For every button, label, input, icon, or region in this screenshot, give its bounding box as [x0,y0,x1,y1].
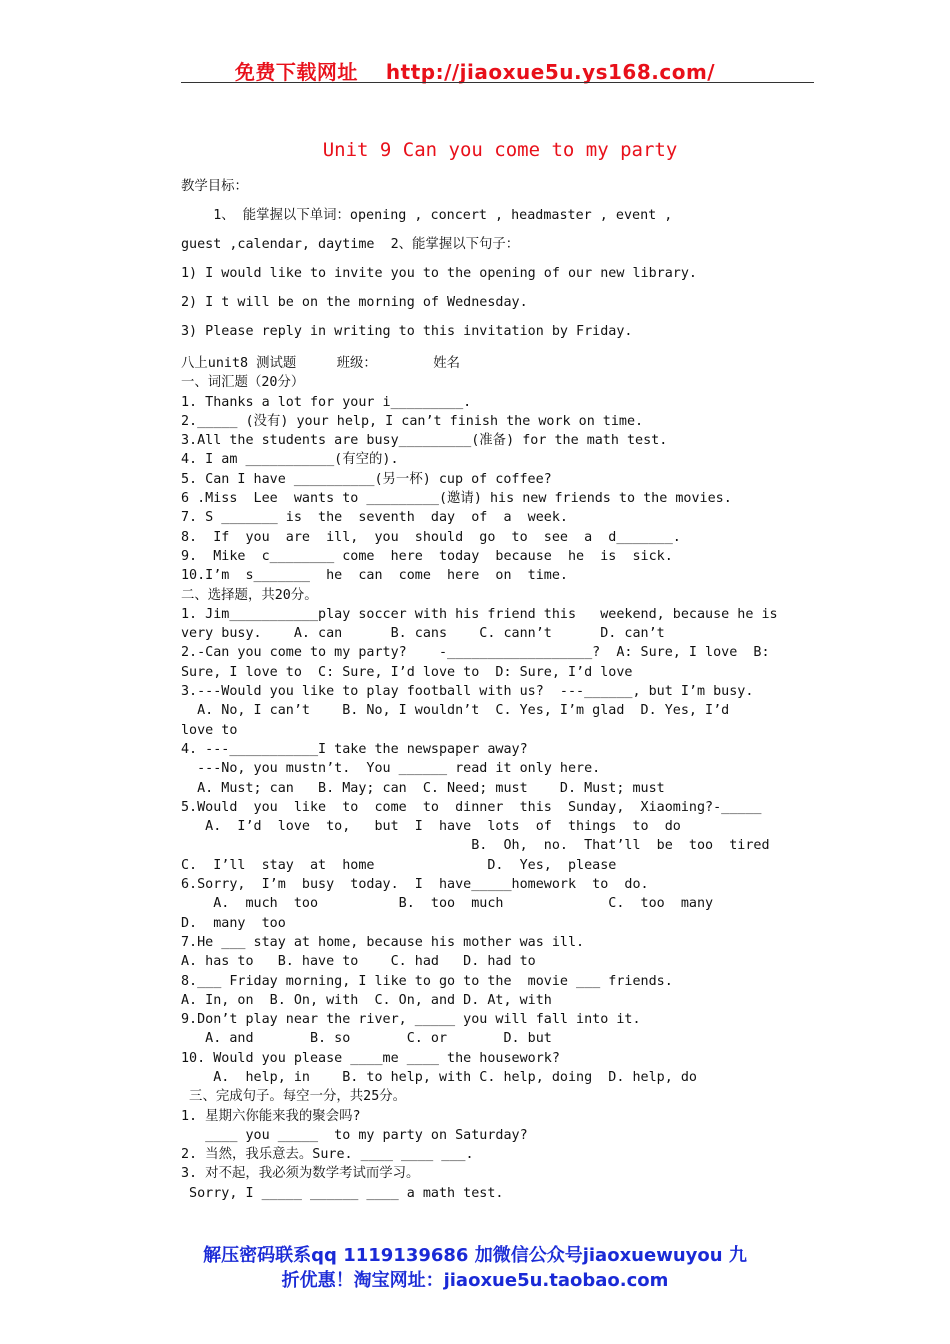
question-line: 9.Don’t play near the river, _____ you will fall into it. [181,1012,641,1028]
header-url[interactable]: http://jiaoxue5u.ys168.com/ [385,60,716,84]
header-label: 免费下载网址 [234,60,358,84]
question-line: ---No, you mustn’t. You ______ read it only here. [181,761,601,777]
header-download-link[interactable] [0,56,950,85]
objective-line: 3) Please reply in writing to this invitation by Friday. [181,324,633,339]
question-line: 1. Jim___________play soccer with his friend this weekend, because he is [181,606,778,622]
objective-line: 1、 能掌握以下单词：opening , concert , headmaster , event , [181,208,673,223]
question-line: Sorry, I _____ ______ ____ a math test. [181,1185,504,1201]
question-line: 3.---Would you like to play football with us? ---______, but I’m busy. [181,684,754,700]
question-line: very busy. A. can B. cans C. cann’t D. can’t [181,626,665,642]
spacer [181,346,821,354]
section-heading: 三、完成句子。每空一分，共25分。 [181,1089,407,1105]
question-line: 3.All the students are busy_________(准备) for the math test. [181,433,668,449]
question-line: 9. Mike c________ come here today because he is sick. [181,548,673,564]
question-line: 6 .Miss Lee wants to _________(邀请) his new friends to the movies. [181,491,732,507]
objective-line: guest ,calendar, daytime 2、能掌握以下句子： [181,237,520,252]
footer-line: 解压密码联系qq 1119139686 加微信公众号jiaoxuewuyou 九 [203,1245,747,1266]
question-line: A. and B. so C. or D. but [181,1031,552,1047]
question-line: A. help, in B. to help, with C. help, doing D. help, do [181,1069,697,1085]
header-divider [181,82,814,83]
question-line: 6.Sorry, I’m busy today. I have_____homework to do. [181,877,649,893]
document-title: Unit 9 Can you come to my party [322,139,678,161]
question-line: Sure, I love to C: Sure, I’d love to D: Sure, I’d love [181,664,633,680]
question-line: C. I’ll stay at home D. Yes, please [181,857,617,873]
question-line: 4. ---___________I take the newspaper away? [181,741,528,757]
document-body [181,172,821,1203]
question-line: 7.He ___ stay at home, because his mother was ill. [181,934,585,950]
test-heading: 八上unit8 测试题 班级： 姓名 [181,356,461,371]
question-line: ____ you _____ to my party on Saturday? [181,1127,528,1143]
footer-line[interactable]: 折优惠！淘宝网址：jiaoxue5u.taobao.com [281,1270,669,1291]
question-line: B. Oh, no. That’ll be too tired [181,838,770,854]
question-line: 1. 星期六你能来我的聚会吗? [181,1108,361,1124]
question-line: D. many too [181,915,286,931]
section-heading: 二、选择题，共20分。 [181,587,318,603]
question-line: 2._____ (没有) your help, I can’t finish the work on time. [181,413,644,429]
question-line: 10. Would you please ____me ____ the housework? [181,1050,560,1066]
question-line: A. has to B. have to C. had D. had to [181,954,536,970]
question-line: 5.Would you like to come to dinner this Sunday, Xiaoming?-_____ [181,799,762,815]
question-line: 8.___ Friday morning, I like to go to the movie ___ friends. [181,973,673,989]
objective-line: 2) I t will be on the morning of Wednesday. [181,295,528,310]
question-line: A. I’d love to, but I have lots of things to do [181,819,681,835]
objective-line: 1) I would like to invite you to the opening of our new library. [181,266,697,281]
question-line: 3. 对不起，我必须为数学考试而学习。 [181,1166,420,1182]
footer-notice [0,1243,950,1293]
question-line: 7. S _______ is the seventh day of a week. [181,510,568,526]
question-line: A. Must; can B. May; can C. Need; must D. Must; must [181,780,665,796]
question-line: A. In, on B. On, with C. On, and D. At, with [181,992,552,1008]
question-line: love to [181,722,238,738]
question-line: 2.-Can you come to my party? -__________________? A: Sure, I love B: [181,645,770,661]
section-heading: 一、词汇题（20分） [181,375,305,391]
objectives-heading: 教学目标： [181,179,248,194]
question-line: 8. If you are ill, you should go to see a d_______. [181,529,681,545]
question-line: 4. I am ___________(有空的). [181,452,399,468]
question-line: 1. Thanks a lot for your i_________. [181,394,472,410]
question-line: 2. 当然，我乐意去。Sure. ____ ____ ___. [181,1147,474,1163]
question-line: A. much too B. too much C. too many [181,896,714,912]
question-line: A. No, I can’t B. No, I wouldn’t C. Yes, I’m glad D. Yes, I’d [181,703,730,719]
question-line: 5. Can I have __________(另一杯) cup of coffee? [181,471,552,487]
question-line: 10.I’m s_______ he can come here on time. [181,568,568,584]
